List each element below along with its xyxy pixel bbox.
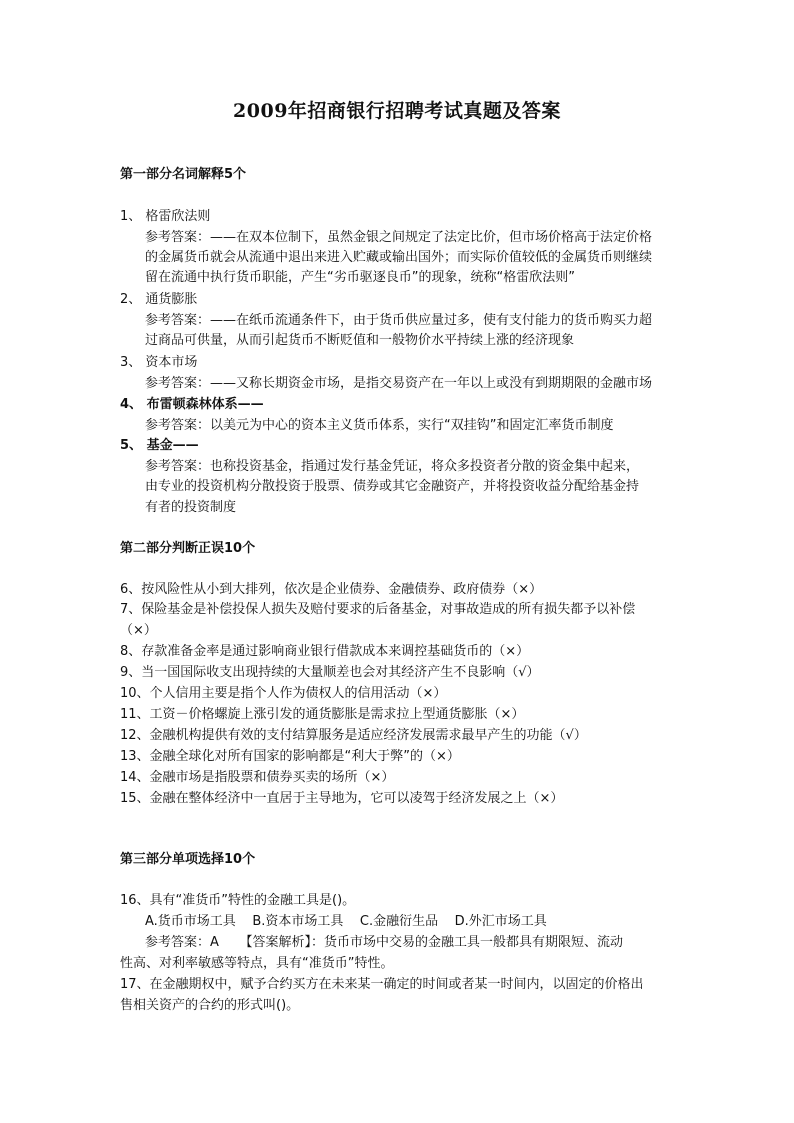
answer-16-line2: 性高、对利率敏感等特点，具有“准货币”特性。 <box>120 956 394 971</box>
term-3: 3、 资本市场 <box>120 355 198 370</box>
term-1: 1、 格雷欣法则 <box>120 209 211 224</box>
question-11: 11、工资－价格螺旋上涨引发的通货膨胀是需求拉上型通货膨胀（×） <box>120 707 525 722</box>
answer-1-line1: 参考答案：——在双本位制下，虽然金银之间规定了法定比价，但市场价格高于法定价格 <box>145 230 653 245</box>
answer-5-line1: 参考答案：也称投资基金，指通过发行基金凭证，将众多投资者分散的资金集中起来， <box>145 459 640 474</box>
answer-2-line2: 过商品可供量，从而引起货币不断贬值和一般物价水平持续上涨的经济现象 <box>145 333 575 348</box>
question-12: 12、金融机构提供有效的支付结算服务是适应经济发展需求最早产生的功能（√） <box>120 728 587 743</box>
question-7-line2: （×） <box>120 623 157 638</box>
question-13: 13、金融全球化对所有国家的影响都是“利大于弊”的（×） <box>120 749 460 764</box>
question-9: 9、当一国国际收支出现持续的大量顺差也会对其经济产生不良影响（√） <box>120 665 540 680</box>
answer-1-line3: 留在流通中执行货币职能，产生“劣币驱逐良币”的现象，统称“格雷欣法则” <box>145 270 575 285</box>
question-16-options: A.货币市场工具 B.资本市场工具 C.金融衍生品 D.外汇市场工具 <box>145 914 547 929</box>
question-14: 14、金融市场是指股票和债券买卖的场所（×） <box>120 770 395 785</box>
section-heading-part3: 第三部分单项选择10个 <box>120 852 256 867</box>
question-8: 8、存款准备金率是通过影响商业银行借款成本来调控基础货币的（×） <box>120 644 530 659</box>
page-title: 2009年招商银行招聘考试真题及答案 <box>233 100 561 122</box>
answer-1-line2: 的金属货币就会从流通中退出来进入贮藏或输出国外；而实际价值较低的金属货币则继续 <box>145 250 653 265</box>
question-15: 15、金融在整体经济中一直居于主导地为，它可以凌驾于经济发展之上（×） <box>120 791 564 806</box>
answer-16-line1: 参考答案：A 【答案解析】：货币市场中交易的金融工具一般都具有期限短、流动 <box>145 935 624 950</box>
answer-3-line1: 参考答案：——又称长期资金市场，是指交易资产在一年以上或没有到期期限的金融市场 <box>145 376 653 391</box>
question-16: 16、具有“准货币”特性的金融工具是()。 <box>120 893 356 908</box>
question-6: 6、按风险性从小到大排列，依次是企业债券、金融债券、政府债券（×） <box>120 582 543 597</box>
section-heading-part1: 第一部分名词解释5个 <box>120 167 247 182</box>
term-2: 2、 通货膨胀 <box>120 292 198 307</box>
answer-4-line1: 参考答案：以美元为中心的资本主义货币体系，实行“双挂钩”和固定汇率货币制度 <box>145 418 614 433</box>
term-5: 5、 基金—— <box>120 438 199 453</box>
answer-5-line2: 由专业的投资机构分散投资于股票、债券或其它金融资产，并将投资收益分配给基金持 <box>145 479 640 494</box>
section-heading-part2: 第二部分判断正误10个 <box>120 541 256 556</box>
answer-5-line3: 有者的投资制度 <box>145 500 237 515</box>
question-7-line1: 7、保险基金是补偿投保人损失及赔付要求的后备基金，对事故造成的所有损失都予以补偿 <box>120 602 636 617</box>
answer-2-line1: 参考答案：——在纸币流通条件下，由于货币供应量过多，使有支付能力的货币购买力超 <box>145 313 653 328</box>
question-17-line2: 售相关资产的合约的形式叫()。 <box>120 998 300 1013</box>
question-10: 10、个人信用主要是指个人作为债权人的信用活动（×） <box>120 686 447 701</box>
term-4: 4、 布雷顿森林体系—— <box>120 397 264 412</box>
question-17-line1: 17、在金融期权中，赋予合约买方在未来某一确定的时间或者某一时间内，以固定的价格出 <box>120 977 644 992</box>
